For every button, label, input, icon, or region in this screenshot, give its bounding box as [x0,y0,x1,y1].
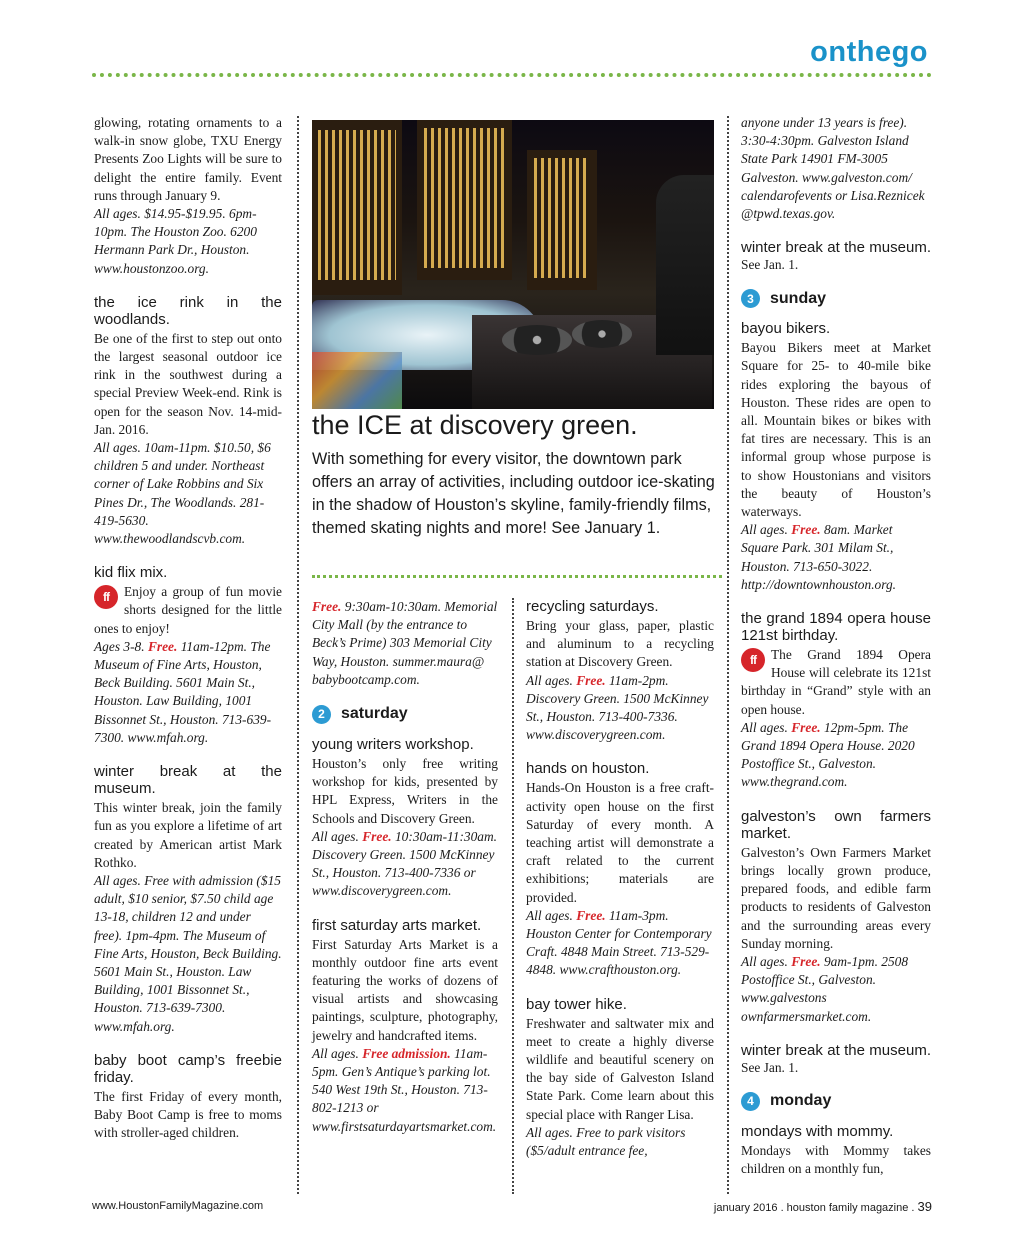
recycling-title: recycling saturdays. [526,598,659,615]
farmers-market-body: Galveston’s Own Farmers Market brings locally grown produce, prepared foods, and edible farm products to residents of Galveston and the surrounding areas every Sunday morning. [741,844,931,951]
free-label: Free. [576,672,606,688]
writers-workshop-details: All ages. Free. 10:30am-11:30am. Discovery Green. 1500 McKinney St., Houston. 713-400-7336 or www.discoverygreen.com. [312,828,498,899]
bayou-bikers-title: bayou bikers. [741,320,831,338]
winter-break-title: winter break at the museum. See Jan. 1. [741,1041,931,1075]
arts-market-details: All ages. Free admission. 11am-5pm. Gen’s Antique’s parking lot. 540 West 19th St., Houston. 713-802-1213 or www.firstsaturdayartsmarket.com. [312,1045,497,1134]
free-label: Free. [362,828,392,844]
column-divider [512,598,514,1194]
free-family-badge-icon: ff [94,585,118,609]
feature-divider [312,575,722,578]
kid-flix-details: Ages 3-8. Free. 11am-12pm. The Museum of Fine Arts, Houston, Beck Building. 5601 Main St., Houston. Law Building, 1001 Bissonnet St., Houston. 713-639-7300. www.mfah.org. [94,638,272,745]
free-label: Free. [576,907,606,923]
writers-workshop-title: young writers workshop. [312,736,474,754]
opera-house-title: the grand 1894 opera house 121st birthday. [741,610,931,645]
zoo-lights-body: glowing, rotating ornaments to a walk-in snow globe, TXU Energy Presents Zoo Lights will be sure to delight the entire family. Event runs through January 9. [94,115,282,203]
mondays-mommy-body: Mondays with Mommy takes children on a monthly fun, [741,1142,931,1176]
footer-website: www.HoustonFamilyMagazine.com [92,1200,264,1212]
footer-issue: january 2016 . houston family magazine . 39 [713,1199,932,1214]
header-divider [92,73,932,77]
free-label: Free. [791,522,821,538]
hands-on-title: hands on houston. [526,760,650,778]
bay-tower-details-cont: anyone under 13 years is free). 3:30-4:30pm. Galveston Island State Park 14901 FM-3005 Galveston. www.galveston.com/ calendarofevents or Lisa.Reznicek @tpwd.texas.gov. [741,115,925,222]
free-family-badge-icon: ff [741,648,765,672]
winter-break-body: This winter break, join the family fun as you explore a lifetime of art created by American artist Mark Rothko. [94,800,282,870]
farmers-market-title: galveston’s own farmers market. [741,807,931,842]
free-label: Free. [147,638,178,654]
day-number-badge: 4 [741,1092,760,1111]
bay-tower-title: bay tower hike. [526,995,627,1013]
recycling-body: Bring your glass, paper, plastic and aluminum to a recycling station at Discovery Green. [526,618,714,670]
feature-text: With something for every visitor, the downtown park offers an array of activities, including outdoor ice-skating in the shadow of Houston’s skyline, family-friendly films, themed skating nights and more! See January 1. [312,450,715,537]
day-name: sunday [770,289,827,307]
column-3 [526,598,714,1160]
boot-camp-details: Free. 9:30am-10:30am. Memorial City Mall (by the entrance to Beck’s Prime) 303 Memorial City Way, Houston. summer.maura@ babybootcamp.com. [312,599,498,687]
column-divider [297,116,299,1194]
zoo-lights-details: All ages. $14.95-$19.95. 6pm-10pm. The Houston Zoo. 6200 Hermann Park Dr., Houston. www.houstonzoo.org. [94,206,257,276]
bayou-bikers-body: Bayou Bikers meet at Market Square for 25- to 40-mile bike rides exploring the bayous of Houston. These rides are open to all. Mountain bikes or bikes with fat tires are necessary. This is an informal group whose purpose is to show Houstonians and visitors the beauty of Houston’s waterways. [741,340,931,520]
recycling-details: All ages. Free. 11am-2pm. Discovery Green. 1500 McKinney St., Houston. 713-400-7336. www.discoverygreen.com. [526,672,709,743]
boot-camp-body: The first Friday of every month, Baby Boot Camp is free to moms with stroller-aged children. [94,1088,282,1141]
day-heading-saturday [312,705,498,724]
column-divider [727,116,729,1194]
winter-break-title: winter break at the museum. See Jan. 1. [741,239,931,273]
arts-market-title: first saturday arts market. [312,916,482,934]
winter-break-title: winter break at the museum. [94,763,282,798]
winter-break-details: All ages. Free with admission ($15 adult, $10 senior, $7.50 child age 13-18, children 12 and under free). 1pm-4pm. The Museum of Fine Arts, Houston, Beck Building. 5601 Main St., Houston. Law Building, 1001 Bissonnet St., Houston. 713-639-7300. www.mfah.org. [94,872,282,1034]
column-2 [312,598,498,1136]
day-name: monday [770,1092,832,1110]
page-number: 39 [917,1199,932,1214]
day-number-badge: 2 [312,705,331,724]
kid-flix-body: Enjoy a group of fun movie shorts designed for the little ones to enjoy! [94,584,282,636]
boot-camp-title: baby boot camp’s freebie friday. [94,1051,282,1086]
arts-market-body: First Saturday Arts Market is a monthly outdoor fine arts event featuring the works of dozens of visual artists and showcasing paintings, sculpture, photography, jewelry and handcrafted items. [312,936,498,1043]
day-heading-sunday [741,289,931,308]
ice-rink-title: the ice rink in the woodlands. [94,293,282,328]
opera-house-details: All ages. Free. 12pm-5pm. The Grand 1894 Opera House. 2020 Postoffice St., Galveston. www.thegrand.com. [741,719,915,790]
day-name: saturday [341,705,408,723]
ice-rink-details: All ages. 10am-11pm. $10.50, $6 children 5 and under. Northeast corner of Lake Robbins and Six Pines Dr., The Woodlands. 281-419-5630. www.thewoodlandscvb.com. [94,440,271,547]
ice-rink-body: Be one of the first to step out onto the largest seasonal outdoor ice rink in the southwest during a special Preview Week-end. Rink is open for the season Nov. 14-mid-Jan. 2016. [94,330,282,437]
kid-flix-title: kid flix mix. [94,564,168,582]
free-label: Free. [312,599,342,614]
writers-workshop-body: Houston’s only free writing workshop for kids, presented by HPL Express, Writers in the Schools and Discovery Green. [312,756,498,826]
bay-tower-body: Freshwater and saltwater mix and meet to create a highly diverse wildlife and beautiful scenery on the bay side of Galveston Island State Park. Come learn about this special place with Ranger Lisa. [526,1015,714,1122]
free-label: Free. [791,953,821,969]
opera-house-body: The Grand 1894 Opera House will celebrate its 121st birthday in “Grand” style with an open house. [741,647,931,717]
column-4 [741,114,931,1178]
free-label: Free. [791,719,821,735]
section-title: onthego [810,36,928,68]
feature-photo [312,120,714,409]
hands-on-details: All ages. Free. 11am-3pm. Houston Center for Contemporary Craft. 4848 Main Street. 713-529-4848. www.crafthouston.org. [526,907,712,978]
column-1 [94,114,282,1142]
bay-tower-details: All ages. Free to park visitors ($5/adult entrance fee, [526,1124,686,1159]
mondays-mommy-title: mondays with mommy. [741,1122,894,1140]
free-label: Free admission. [362,1045,451,1061]
day-heading-monday [741,1092,931,1111]
hands-on-body: Hands-On Houston is a free craft-activity open house on the first Saturday of every month. A teaching artist will demonstrate a craft related to the current exhibitions; materials are provided. [526,780,714,905]
day-number-badge: 3 [741,289,760,308]
farmers-market-details: All ages. Free. 9am-1pm. 2508 Postoffice St., Galveston. www.galvestons ownfarmersmarket.com. [741,953,909,1024]
feature-title: the ICE at discovery green. [312,410,638,440]
bayou-bikers-details: All ages. Free. 8am. Market Square Park. 301 Milam St., Houston. 713-650-3022. http://downtownhouston.org. [741,522,896,592]
